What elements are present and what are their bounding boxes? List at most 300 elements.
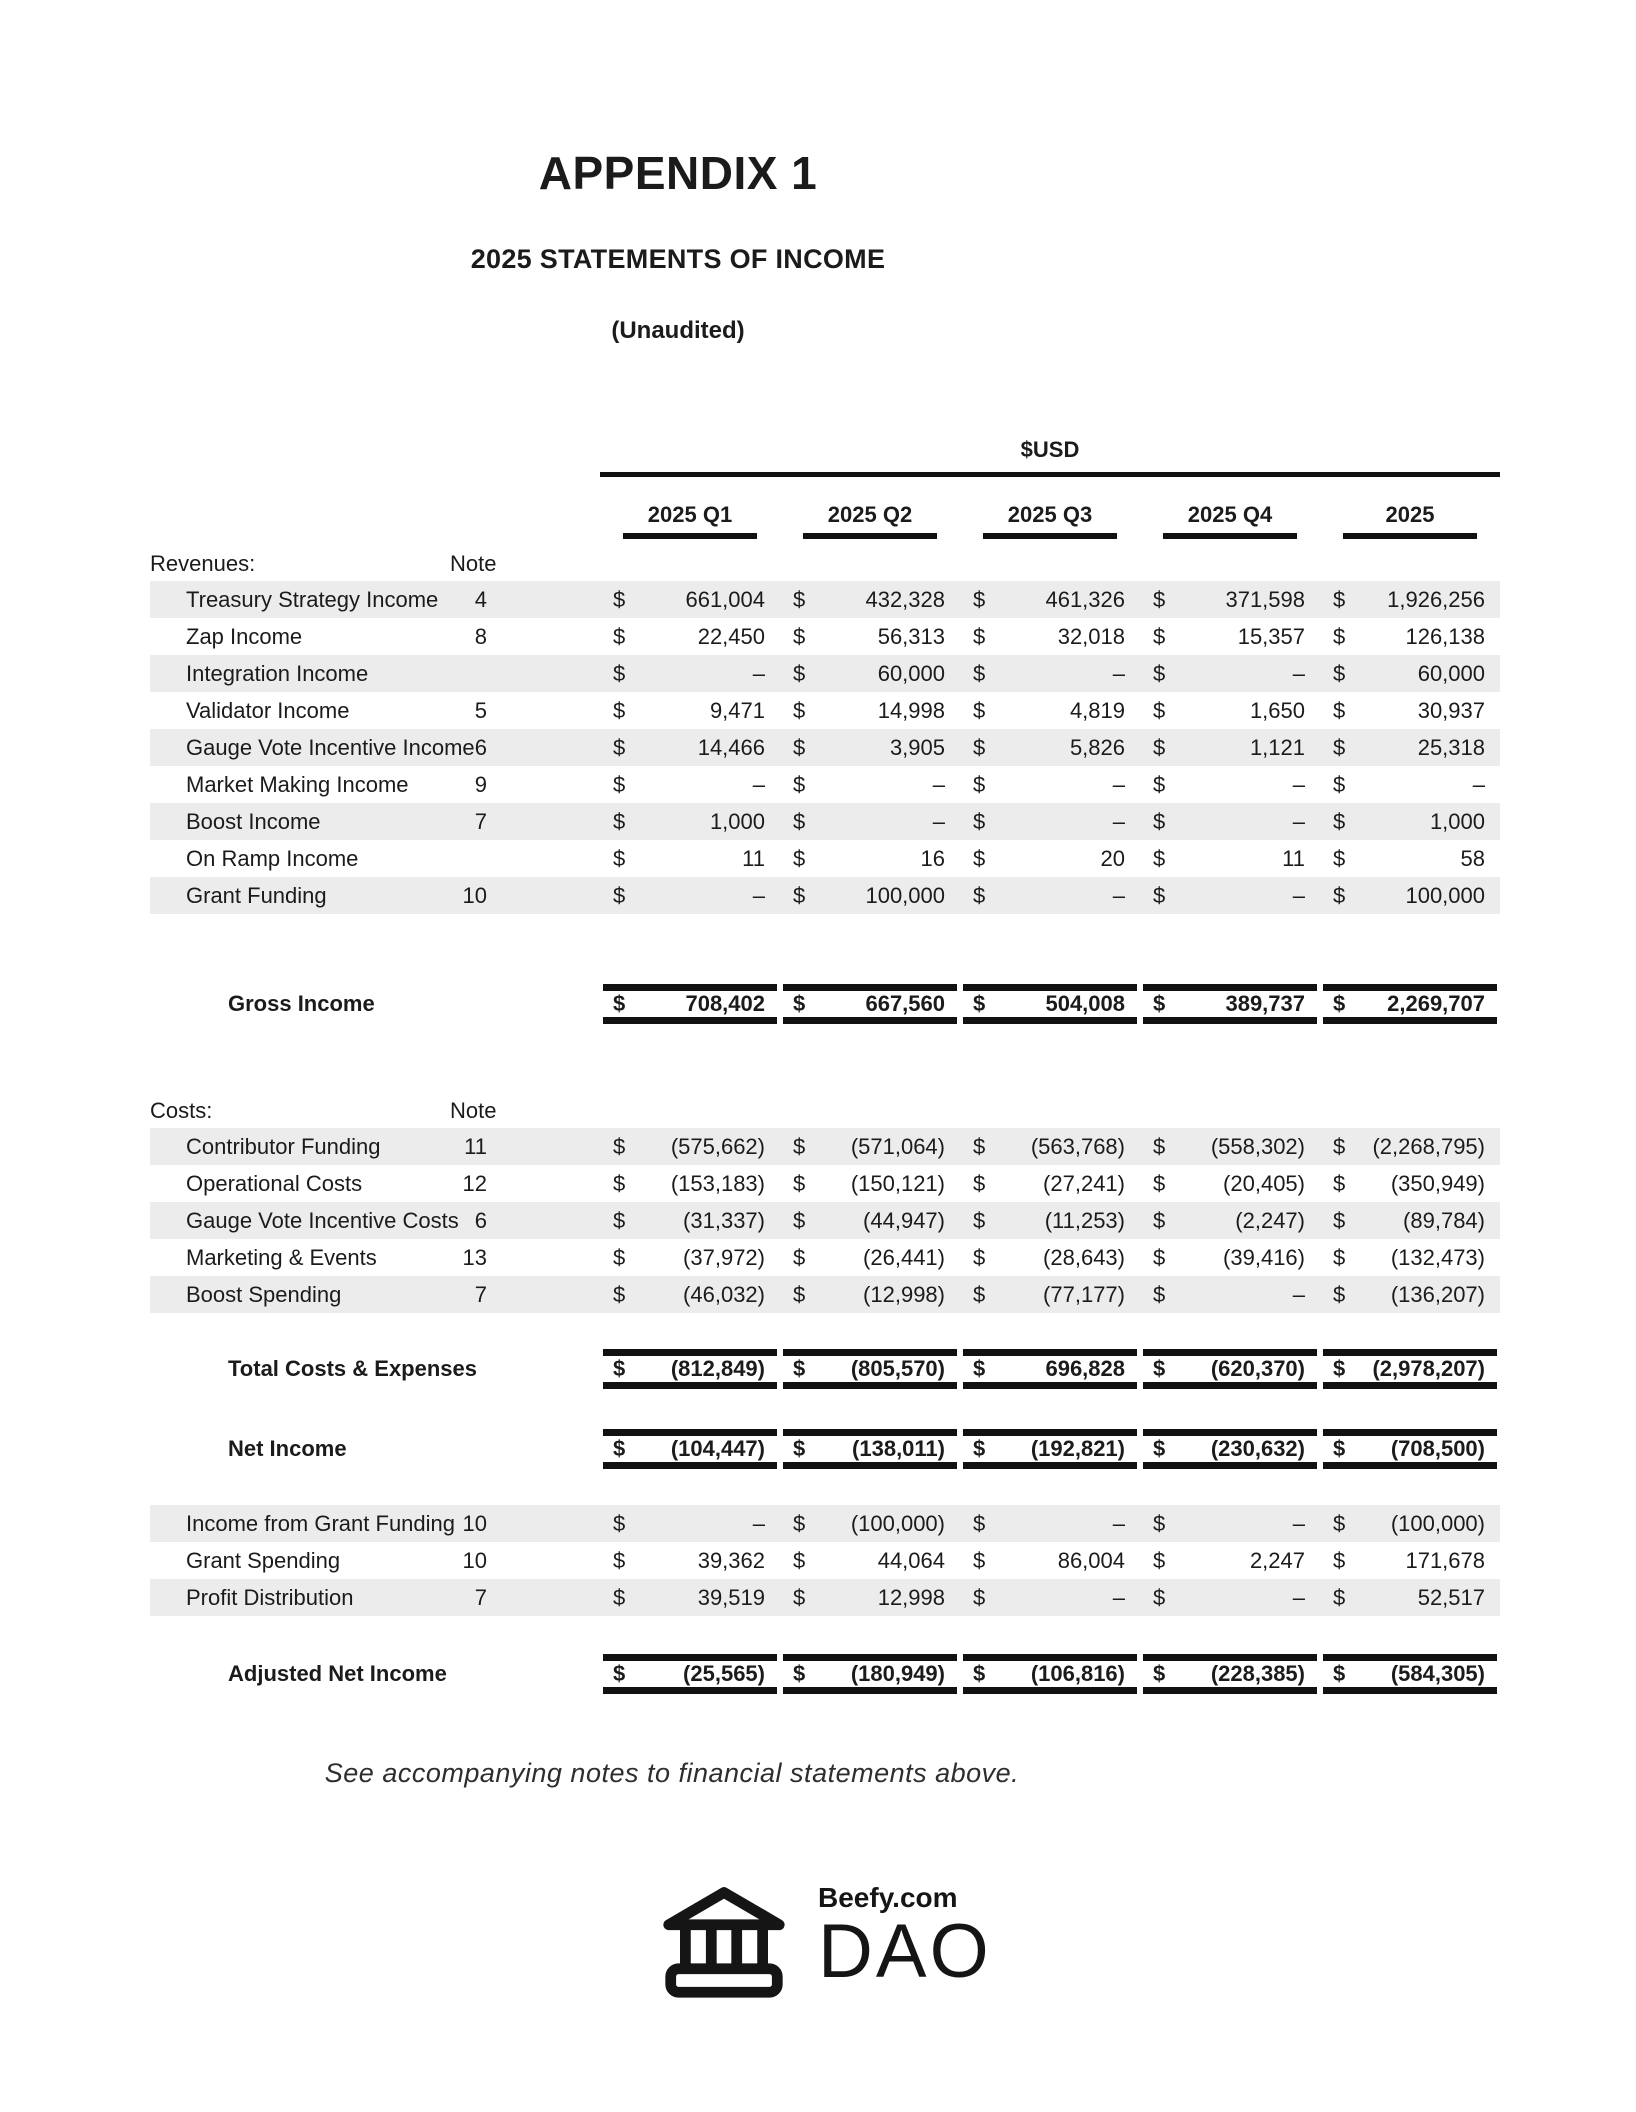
- amount: 100,000: [865, 882, 945, 908]
- note-number: 12: [462, 1170, 487, 1196]
- value-cell: [780, 1542, 960, 1579]
- value-cell: [600, 655, 780, 692]
- value-cell: [960, 692, 1140, 729]
- amount: (350,949): [1390, 1170, 1485, 1196]
- value-cell: [960, 766, 1140, 803]
- note-number: 10: [462, 882, 487, 908]
- amount: (136,207): [1390, 1281, 1485, 1307]
- value-cell: [963, 984, 1137, 1024]
- table-row: [150, 1165, 1500, 1202]
- value-cell: [960, 803, 1140, 840]
- amount: (192,821): [1030, 1436, 1125, 1461]
- amount: 44,064: [877, 1547, 945, 1573]
- currency-symbol: $: [613, 1244, 626, 1270]
- value-cell: [780, 1239, 960, 1276]
- amount: (558,302): [1210, 1133, 1305, 1159]
- value-cell: [960, 877, 1140, 914]
- value-cell: [600, 1542, 780, 1579]
- amount: 39,362: [697, 1547, 765, 1573]
- table-row: [150, 581, 1500, 618]
- currency-symbol: $: [1333, 1207, 1346, 1233]
- value-cell: [1140, 877, 1320, 914]
- column-header-2: [780, 502, 960, 539]
- currency-symbol: $: [973, 808, 986, 834]
- currency-symbol: $: [793, 808, 806, 834]
- total-row: [150, 1654, 1500, 1694]
- amount: 708,402: [685, 991, 765, 1016]
- row-label: Grant Spending: [186, 1547, 341, 1573]
- amount: 171,678: [1405, 1547, 1485, 1573]
- value-cell: [600, 692, 780, 729]
- currency-symbol: $: [1153, 882, 1166, 908]
- column-header-label: 2025: [1343, 502, 1477, 539]
- currency-symbol: $: [1333, 808, 1346, 834]
- value-cell: [960, 1276, 1140, 1313]
- value-cell: [1320, 803, 1500, 840]
- amount: –: [752, 771, 765, 797]
- value-cell: [963, 1349, 1137, 1389]
- section-heading-label: Revenues:: [150, 551, 256, 576]
- currency-symbol: $: [793, 1436, 806, 1461]
- note-number: 10: [462, 1510, 487, 1536]
- currency-symbol: $: [793, 1133, 806, 1159]
- currency-symbol: $: [1153, 771, 1166, 797]
- amount: 52,517: [1417, 1584, 1485, 1610]
- amount: (180,949): [850, 1661, 945, 1686]
- value-cell: [780, 729, 960, 766]
- currency-symbol: $: [1153, 1281, 1166, 1307]
- value-cell: [1140, 1165, 1320, 1202]
- amount: (100,000): [1390, 1510, 1485, 1536]
- value-cell: [1140, 581, 1320, 618]
- row-label: Adjusted Net Income: [228, 1661, 447, 1686]
- currency-symbol: $: [793, 586, 806, 612]
- amount: –: [752, 660, 765, 686]
- currency-header-row: [150, 437, 1500, 477]
- amount: 11: [1282, 845, 1305, 871]
- value-cell: [783, 1349, 957, 1389]
- note-number: 4: [474, 586, 487, 612]
- amount: 9,471: [709, 697, 765, 723]
- currency-symbol: $: [613, 1170, 626, 1196]
- amount: –: [932, 771, 945, 797]
- currency-symbol: $: [1333, 734, 1346, 760]
- amount: 5,826: [1069, 734, 1125, 760]
- currency-symbol: $: [973, 1510, 986, 1536]
- currency-symbol: $: [1153, 1510, 1166, 1536]
- value-cell: [1320, 581, 1500, 618]
- currency-symbol: $: [1153, 1661, 1166, 1686]
- amount: –: [1292, 660, 1305, 686]
- currency-symbol: $: [973, 1436, 986, 1461]
- currency-symbol: $: [1333, 882, 1346, 908]
- table-row: [150, 766, 1500, 803]
- amount: (106,816): [1030, 1661, 1125, 1686]
- currency-symbol: $: [793, 1356, 806, 1381]
- row-label: Zap Income: [186, 623, 303, 649]
- currency-symbol: $: [1153, 623, 1166, 649]
- value-cell: [783, 1654, 957, 1694]
- currency-symbol: $: [613, 697, 626, 723]
- currency-symbol: $: [613, 1207, 626, 1233]
- currency-symbol: $: [793, 623, 806, 649]
- currency-symbol: $: [1333, 1281, 1346, 1307]
- amount: –: [1292, 1281, 1305, 1307]
- value-cell: [960, 1505, 1140, 1542]
- value-cell: [1140, 618, 1320, 655]
- value-cell: [960, 1165, 1140, 1202]
- value-cell: [960, 1542, 1140, 1579]
- column-header-row: [150, 501, 1500, 539]
- row-label: Grant Funding: [186, 882, 327, 908]
- currency-symbol: $: [793, 697, 806, 723]
- amount: 389,737: [1225, 991, 1305, 1016]
- currency-symbol: $: [1153, 1207, 1166, 1233]
- amount: (39,416): [1223, 1244, 1305, 1270]
- amount: (31,337): [683, 1207, 765, 1233]
- amount: 86,004: [1057, 1547, 1125, 1573]
- amount: (228,385): [1210, 1661, 1305, 1686]
- currency-symbol: $: [613, 1547, 626, 1573]
- amount: 60,000: [1417, 660, 1485, 686]
- amount: 12,998: [877, 1584, 945, 1610]
- value-cell: [1320, 1276, 1500, 1313]
- currency-symbol: $: [1333, 623, 1346, 649]
- value-cell: [1140, 1542, 1320, 1579]
- value-cell: [1140, 1579, 1320, 1616]
- value-cell: [1143, 1429, 1317, 1469]
- value-cell: [1140, 692, 1320, 729]
- currency-symbol: $: [793, 1510, 806, 1536]
- value-cell: [603, 1429, 777, 1469]
- currency-symbol: $: [1333, 1584, 1346, 1610]
- value-cell: [600, 581, 780, 618]
- value-cell: [960, 1128, 1140, 1165]
- value-cell: [1320, 1579, 1500, 1616]
- table-row: [150, 729, 1500, 766]
- currency-symbol: $: [973, 623, 986, 649]
- value-cell: [600, 729, 780, 766]
- note-number: 6: [474, 1207, 487, 1233]
- value-cell: [960, 1239, 1140, 1276]
- amount: 696,828: [1045, 1356, 1125, 1381]
- amount: 11: [742, 845, 765, 871]
- value-cell: [1140, 1239, 1320, 1276]
- currency-symbol: $: [613, 808, 626, 834]
- row-label: Boost Income: [186, 808, 321, 834]
- amount: (575,662): [670, 1133, 765, 1159]
- currency-symbol: $: [1153, 1547, 1166, 1573]
- amount: –: [1292, 771, 1305, 797]
- value-cell: [1320, 877, 1500, 914]
- amount: (153,183): [670, 1170, 765, 1196]
- amount: (2,268,795): [1372, 1133, 1485, 1159]
- currency-symbol: $: [793, 991, 806, 1016]
- currency-symbol: $: [1333, 660, 1346, 686]
- amount: (150,121): [850, 1170, 945, 1196]
- currency-symbol: $: [793, 1547, 806, 1573]
- amount: (104,447): [670, 1436, 765, 1461]
- row-label: Boost Spending: [186, 1281, 342, 1307]
- value-cell: [1320, 1505, 1500, 1542]
- currency-symbol: $: [613, 882, 626, 908]
- table-row: [150, 1542, 1500, 1579]
- amount: –: [1112, 808, 1125, 834]
- currency-symbol: $: [613, 586, 626, 612]
- section-heading-row: [150, 1094, 1500, 1128]
- value-cell: [1320, 840, 1500, 877]
- amount: 1,121: [1249, 734, 1305, 760]
- currency-symbol: $: [1333, 1510, 1346, 1536]
- currency-symbol: $: [973, 1661, 986, 1686]
- currency-symbol: $: [1153, 1133, 1166, 1159]
- value-cell: [1140, 766, 1320, 803]
- currency-symbol: $: [973, 882, 986, 908]
- income-statement-table: [150, 437, 1500, 1694]
- amount: (812,849): [670, 1356, 765, 1381]
- value-cell: [1320, 1542, 1500, 1579]
- amount: 661,004: [685, 586, 765, 612]
- value-cell: [960, 581, 1140, 618]
- currency-symbol: $: [1153, 991, 1166, 1016]
- currency-symbol: $: [973, 1547, 986, 1573]
- amount: (26,441): [863, 1244, 945, 1270]
- currency-symbol: $: [973, 586, 986, 612]
- row-label: Validator Income: [186, 697, 350, 723]
- value-cell: [600, 1239, 780, 1276]
- amount: 2,247: [1249, 1547, 1305, 1573]
- value-cell: [1140, 655, 1320, 692]
- document-header: [0, 0, 1356, 345]
- currency-symbol: $: [1153, 1584, 1166, 1610]
- row-label: Gauge Vote Incentive Costs: [186, 1207, 459, 1233]
- value-cell: [603, 1349, 777, 1389]
- row-label: Market Making Income: [186, 771, 409, 797]
- value-cell: [963, 1654, 1137, 1694]
- currency-symbol: $: [1153, 808, 1166, 834]
- table-row: [150, 692, 1500, 729]
- note-number: 13: [462, 1244, 487, 1270]
- currency-symbol: $: [1333, 1244, 1346, 1270]
- amount: 667,560: [865, 991, 945, 1016]
- value-cell: [1140, 1202, 1320, 1239]
- amount: 1,000: [709, 808, 765, 834]
- total-row: [150, 1349, 1500, 1389]
- currency-symbol: $: [1333, 771, 1346, 797]
- appendix-title: APPENDIX 1: [538, 147, 818, 199]
- value-cell: [960, 618, 1140, 655]
- value-cell: [963, 1429, 1137, 1469]
- amount: –: [1112, 1584, 1125, 1610]
- note-number: 7: [474, 1584, 487, 1610]
- amount: –: [1112, 882, 1125, 908]
- amount: 15,357: [1237, 623, 1305, 649]
- table-body: [150, 547, 1500, 1694]
- amount: (25,565): [683, 1661, 765, 1686]
- column-header-label: 2025 Q4: [1163, 502, 1297, 539]
- row-label: Gauge Vote Incentive Income: [186, 734, 475, 760]
- value-cell: [1320, 1128, 1500, 1165]
- amount: (44,947): [863, 1207, 945, 1233]
- note-number: 10: [462, 1547, 487, 1573]
- value-cell: [780, 618, 960, 655]
- total-row: [150, 1429, 1500, 1469]
- value-cell: [600, 1165, 780, 1202]
- currency-symbol: $: [973, 1584, 986, 1610]
- value-cell: [1320, 766, 1500, 803]
- currency-symbol: $: [793, 734, 806, 760]
- row-label: Contributor Funding: [186, 1133, 381, 1159]
- amount: 2,269,707: [1387, 991, 1485, 1016]
- amount: 3,905: [889, 734, 945, 760]
- value-cell: [1320, 655, 1500, 692]
- value-cell: [780, 1276, 960, 1313]
- amount: 60,000: [877, 660, 945, 686]
- value-cell: [780, 692, 960, 729]
- currency-symbol: $: [1333, 1170, 1346, 1196]
- currency-symbol: $: [613, 1584, 626, 1610]
- amount: 1,926,256: [1387, 586, 1485, 612]
- currency-symbol: $: [973, 697, 986, 723]
- value-cell: [600, 877, 780, 914]
- currency-symbol: $: [793, 882, 806, 908]
- amount: (708,500): [1390, 1436, 1485, 1461]
- table-row: [150, 840, 1500, 877]
- amount: (46,032): [683, 1281, 765, 1307]
- currency-symbol: $: [793, 845, 806, 871]
- amount: –: [1292, 882, 1305, 908]
- value-cell: [1320, 1165, 1500, 1202]
- value-cell: [783, 984, 957, 1024]
- currency-symbol: $: [613, 1133, 626, 1159]
- amount: –: [1292, 808, 1305, 834]
- value-cell: [1143, 984, 1317, 1024]
- value-cell: [1143, 1349, 1317, 1389]
- note-column-header: Note: [450, 551, 497, 576]
- currency-symbol: $: [1333, 1547, 1346, 1573]
- table-row: [150, 618, 1500, 655]
- value-cell: [960, 729, 1140, 766]
- table-row: [150, 655, 1500, 692]
- value-cell: [603, 1654, 777, 1694]
- row-label: On Ramp Income: [186, 845, 359, 871]
- currency-symbol: $: [1153, 734, 1166, 760]
- amount: 20: [1100, 845, 1125, 871]
- amount: (28,643): [1043, 1244, 1125, 1270]
- currency-symbol: $: [1333, 1436, 1346, 1461]
- value-cell: [960, 655, 1140, 692]
- column-header-3: [960, 502, 1140, 539]
- amount: –: [1112, 771, 1125, 797]
- value-cell: [780, 803, 960, 840]
- note-number: 6: [474, 734, 487, 760]
- currency-symbol: $: [613, 991, 626, 1016]
- table-row: [150, 1202, 1500, 1239]
- amount: (89,784): [1403, 1207, 1485, 1233]
- amount: 1,650: [1249, 697, 1305, 723]
- amount: 30,937: [1417, 697, 1485, 723]
- currency-symbol: $: [973, 771, 986, 797]
- amount: (12,998): [863, 1281, 945, 1307]
- value-cell: [780, 1202, 960, 1239]
- amount: 58: [1460, 845, 1485, 871]
- currency-symbol: $: [973, 1207, 986, 1233]
- note-number: 7: [474, 808, 487, 834]
- value-cell: [1320, 692, 1500, 729]
- row-label: Gross Income: [228, 991, 375, 1016]
- amount: 56,313: [877, 623, 945, 649]
- amount: 16: [920, 845, 945, 871]
- currency-symbol: $: [613, 771, 626, 797]
- value-cell: [600, 1202, 780, 1239]
- note-column-header: Note: [450, 1098, 497, 1123]
- statement-title: 2025 STATEMENTS OF INCOME: [470, 244, 886, 274]
- currency-symbol: $: [1153, 1170, 1166, 1196]
- currency-symbol: $: [793, 1170, 806, 1196]
- currency-symbol: $: [613, 1281, 626, 1307]
- amount: (100,000): [850, 1510, 945, 1536]
- logo-brand: Beefy.com: [818, 1881, 958, 1913]
- amount: (11,253): [1044, 1207, 1125, 1233]
- currency-symbol: $: [973, 845, 986, 871]
- value-cell: [780, 1579, 960, 1616]
- table-row: [150, 1239, 1500, 1276]
- value-cell: [1140, 1505, 1320, 1542]
- table-row: [150, 1276, 1500, 1313]
- column-header-label: 2025 Q2: [803, 502, 937, 539]
- currency-symbol: $: [793, 660, 806, 686]
- row-label: Profit Distribution: [186, 1584, 354, 1610]
- column-header-label: 2025 Q1: [623, 502, 757, 539]
- value-cell: [600, 766, 780, 803]
- value-cell: [1323, 1429, 1497, 1469]
- amount: (571,064): [850, 1133, 945, 1159]
- note-number: 9: [474, 771, 487, 797]
- amount: (805,570): [850, 1356, 945, 1381]
- amount: (230,632): [1210, 1436, 1305, 1461]
- note-number: 11: [464, 1133, 487, 1159]
- value-cell: [780, 655, 960, 692]
- amount: (27,241): [1043, 1170, 1125, 1196]
- value-cell: [1143, 1654, 1317, 1694]
- total-row: [150, 984, 1500, 1024]
- table-row: [150, 877, 1500, 914]
- table-row: [150, 1128, 1500, 1165]
- amount: –: [932, 808, 945, 834]
- amount: –: [1292, 1584, 1305, 1610]
- value-cell: [960, 840, 1140, 877]
- amount: 504,008: [1045, 991, 1125, 1016]
- section-heading-label: Costs:: [150, 1098, 213, 1123]
- amount: (620,370): [1210, 1356, 1305, 1381]
- value-cell: [1323, 1349, 1497, 1389]
- amount: (2,247): [1235, 1207, 1305, 1233]
- currency-symbol: $: [1333, 991, 1346, 1016]
- table-row: [150, 803, 1500, 840]
- value-cell: [1320, 729, 1500, 766]
- currency-symbol: $: [613, 623, 626, 649]
- note-number: 7: [474, 1281, 487, 1307]
- currency-symbol: $: [1153, 1244, 1166, 1270]
- table-row: [150, 1579, 1500, 1616]
- value-cell: [603, 984, 777, 1024]
- currency-symbol: $: [613, 1510, 626, 1536]
- currency-symbol: $: [1333, 697, 1346, 723]
- note-number: 8: [474, 623, 487, 649]
- amount: 100,000: [1405, 882, 1485, 908]
- amount: (132,473): [1390, 1244, 1485, 1270]
- currency-symbol: $: [973, 734, 986, 760]
